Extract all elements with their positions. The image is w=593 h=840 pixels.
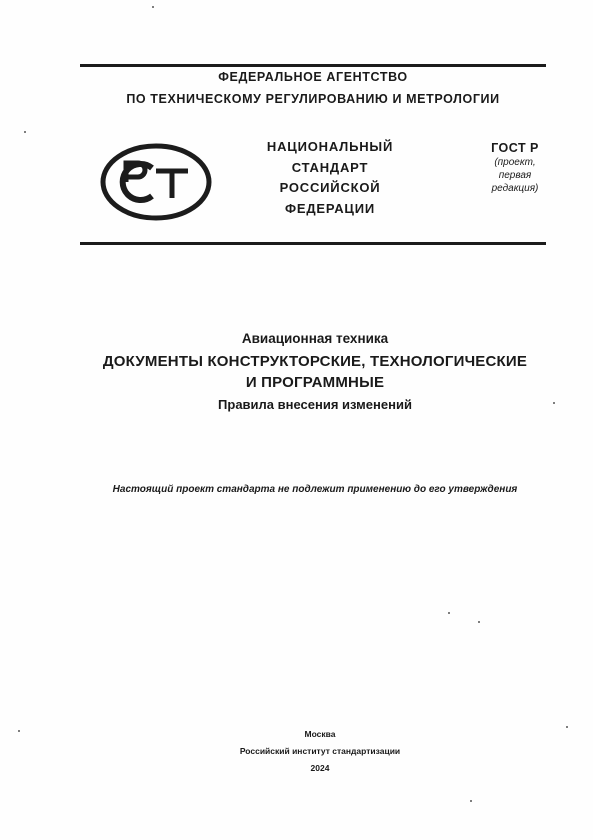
scan-speck [478,621,480,623]
document-title-line-2: И ПРОГРАММНЫЕ [245,374,385,391]
agency-name-line-2: ПО ТЕХНИЧЕСКОМУ РЕГУЛИРОВАНИЮ И МЕТРОЛОГИИ [126,92,500,106]
gost-designation [470,140,560,195]
gost-note-line-2: первая [498,170,532,181]
scan-speck [448,612,450,614]
imprint [170,726,470,777]
scan-speck [553,402,555,404]
document-supertitle: Авиационная техника [241,331,389,346]
imprint-city: Москва [304,729,336,739]
gost-code: ГОСТ Р [491,141,539,155]
agency-name-line-1: ФЕДЕРАЛЬНОЕ АГЕНТСТВО [218,70,408,84]
scan-speck [566,726,568,728]
national-line-1: НАЦИОНАЛЬНЫЙ [266,139,394,154]
scan-speck [24,131,26,133]
gost-note-line-1: (проект, [494,157,536,168]
national-line-3: РОССИЙСКОЙ [279,180,381,195]
national-line-2: СТАНДАРТ [291,159,369,175]
document-title-line-1: ДОКУМЕНТЫ КОНСТРУКТОРСКИЕ, ТЕХНОЛОГИЧЕСКИЕ [102,353,528,370]
imprint-year: 2024 [310,763,330,773]
imprint-publisher: Российский институт стандартизации [239,746,401,756]
scan-speck [470,800,472,802]
document-subtitle: Правила внесения изменений [218,397,412,412]
rst-gost-emblem-icon [100,143,212,221]
scan-speck [152,6,154,8]
gost-note-line-3: редакция) [491,183,539,194]
draft-disclaimer: Настоящий проект стандарта не подлежит применению до его утверждения [112,484,518,495]
scan-speck [18,730,20,732]
middle-rule [80,242,546,245]
national-standard-label [240,137,420,219]
national-line-4: ФЕДЕРАЦИИ [285,200,375,216]
document-title-block [60,327,570,417]
